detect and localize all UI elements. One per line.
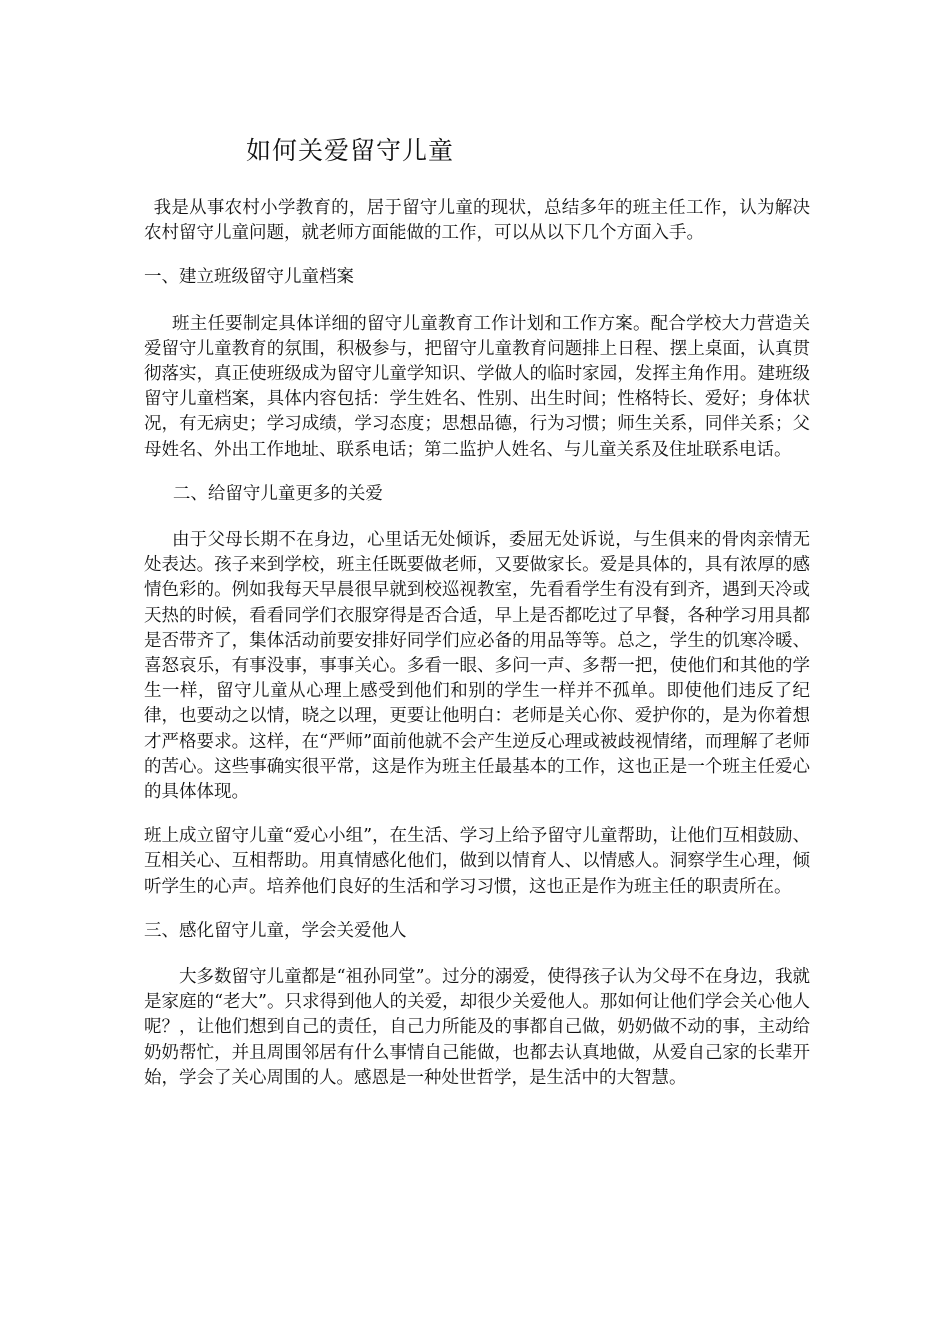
section3-paragraph: 大多数留守儿童都是“祖孙同堂”。过分的溺爱，使得孩子认为父母不在身边，我就是家庭的“老大”。只求得到他人的关爱，却很少关爱他人。那如何让他们学会关心他人呢？，让他们想到自己的责任，自己力所能及的事都自己做，奶奶做不动的事，主动给奶奶帮忙，并且周围邻居有什么事情自己能做，也都去认真地做，从爱自己家的长辈开始，学会了关心周围的人。感恩是一种处世哲学，是生活中的大智慧。	[144, 967, 810, 1088]
section2-heading: 二、给留守儿童更多的关爱	[172, 483, 383, 504]
section1-paragraph: 班主任要制定具体详细的留守儿童教育工作计划和工作方案。配合学校大力营造关爱留守儿童教育的氛围，积极参与，把留守儿童教育问题排上日程、摆上桌面，认真贯彻落实，真正使班级成为留守儿童学知识、学做人的临时家园，发挥主角作用。建班级留守儿童档案，具体内容包括：学生姓名、性别、出生时间；性格特长、爱好；身体状况，有无病史；学习成绩，学习态度；思想品德，行为习惯；师生关系，同伴关系；父母姓名、外出工作地址、联系电话；第二监护人姓名、与儿童关系及住址联系电话。	[144, 313, 810, 460]
document-title: 如何关爱留守儿童	[246, 136, 455, 165]
intro-paragraph: 我是从事农村小学教育的，居于留守儿童的现状，总结多年的班主任工作，认为解决农村留守儿童问题，就老师方面能做的工作，可以从以下几个方面入手。	[144, 198, 810, 244]
section1-heading: 一、建立班级留守儿童档案	[144, 267, 354, 288]
section2-paragraph-1: 由于父母长期不在身边，心里话无处倾诉，委屈无处诉说，与生俱来的骨肉亲情无处表达。孩子来到学校，班主任既要做老师，又要做家长。爱是具体的，具有浓厚的感情色彩的。例如我每天早晨很早就到校巡视教室，先看看学生有没有到齐，遇到天冷或天热的时候，看看同学们衣服穿得是否合适，早上是否都吃过了早餐，各种学习用具都是否带齐了，集体活动前要安排好同学们应必备的用品等等。总之，学生的饥寒冷暖、喜怒哀乐，有事没事，事事关心。多看一眼、多问一声、多帮一把，使他们和其他的学生一样，留守儿童从心理上感受到他们和别的学生一样并不孤单。即使他们违反了纪律，也要动之以情，晓之以理，更要让他明白：老师是关心你、爱护你的，是为你着想才严格要求。这样，在“严师”面前他就不会产生逆反心理或被歧视情绪，而理解了老师的苦心。这些事确实很平常，这是作为班主任最基本的工作，这也正是一个班主任爱心的具体体现。	[144, 530, 810, 803]
document-body	[144, 196, 810, 1091]
section3-heading: 三、感化留守儿童，学会关爱他人	[144, 920, 407, 941]
section2-paragraph-2: 班上成立留守儿童“爱心小组”，在生活、学习上给予留守儿童帮助，让他们互相鼓励、互相关心、互相帮助。用真情感化他们，做到以情育人、以情感人。洞察学生心理，倾听学生的心声。培养他们良好的生活和学习习惯，这也正是作为班主任的职责所在。	[144, 826, 810, 897]
